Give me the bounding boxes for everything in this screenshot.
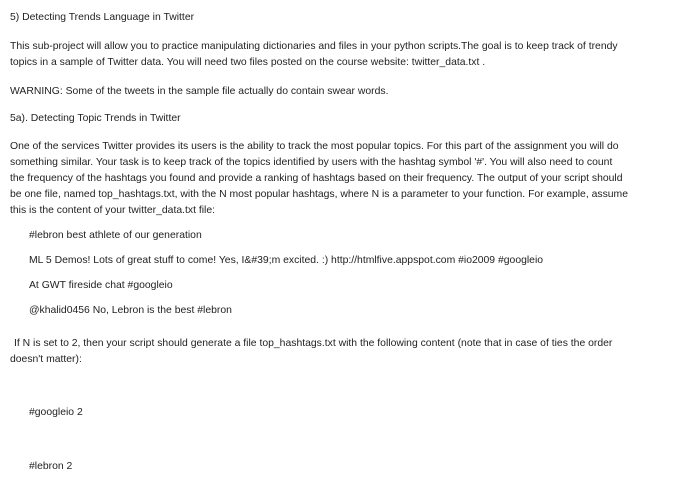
intro-line-2: topics in a sample of Twitter data. You will need two files posted on the course website: twitter_data.txt . [10,57,486,68]
description-line-4: be one file, named top_hashtags.txt, with the N most popular hashtags, where N is a parameter to your function. For example, assume [10,189,628,200]
tweet-line: At GWT fireside chat #googleio [29,280,173,291]
section-heading-5: 5) Detecting Trends Language in Twitter [10,12,195,23]
output-line: #googleio 2 [29,407,83,418]
output-line: #lebron 2 [29,461,73,472]
tweet-line: ML 5 Demos! Lots of great stuff to come! Yes, I&#39;m excited. :) http://htmlfive.appspot.com #io2009 #googleio [29,255,544,266]
tweet-line: #lebron best athlete of our generation [29,230,202,241]
section-heading-5a: 5a). Detecting Topic Trends in Twitter [10,113,181,124]
warning-text: WARNING: Some of the tweets in the sample file actually do contain swear words. [10,86,389,97]
description-line-5: this is the content of your twitter_data.txt file: [10,205,216,216]
tweet-line: @khalid0456 No, Lebron is the best #lebron [29,305,232,316]
description-line-3: the frequency of the hashtags you found and provide a ranking of hashtags based on their frequency. The output of your script should [10,173,623,184]
description-line-1: One of the services Twitter provides its users is the ability to track the most popular topics. For this part of the assignment you will do [10,141,619,152]
result-line-2: doesn't matter): [10,354,82,365]
description-line-2: something similar. Your task is to keep track of the topics identified by users with the hashtag symbol '#'. You will also need to count [10,157,613,168]
result-line-1: If N is set to 2, then your script should generate a file top_hashtags.txt with the following content (note that in case of ties the order [14,338,613,349]
intro-line-1: This sub-project will allow you to practice manipulating dictionaries and files in your python scripts.The goal is to keep track of trendy [10,41,618,52]
